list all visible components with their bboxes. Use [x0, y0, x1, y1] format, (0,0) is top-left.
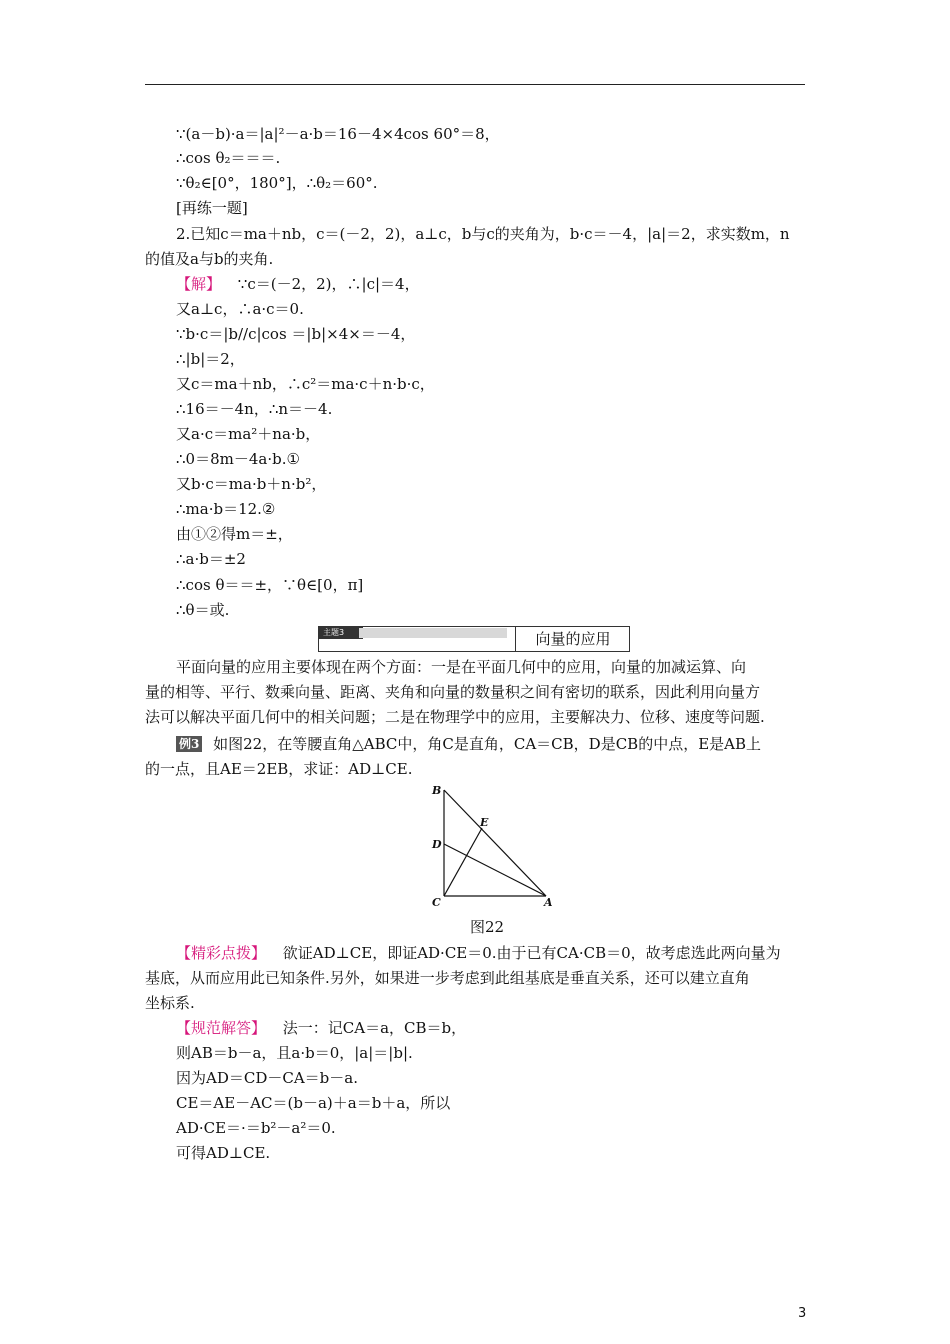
text-line: 又b·c＝ma·b＋n·b²， — [176, 475, 327, 493]
label-b: B — [432, 784, 442, 797]
answer-text: 因为AD＝CD－CA＝b－a. — [176, 1069, 358, 1087]
solution-tag: 【解】 — [176, 275, 222, 293]
text-line: ∵θ₂∈[0°，180°]，∴θ₂＝60°. — [176, 174, 378, 192]
example-badge: 例3 — [176, 736, 202, 752]
text-line: ∵b·c＝|b//c|cos ＝|b|×4×＝－4， — [176, 325, 416, 343]
answer-text: AD·CE＝·＝b²－a²＝0. — [176, 1119, 336, 1137]
header-rule — [145, 84, 805, 85]
hint-tag: 【精彩点拨】 — [176, 944, 267, 962]
section-label: [再练一题] — [176, 199, 248, 217]
hint-text: 坐标系. — [145, 994, 195, 1012]
segment-ad — [444, 844, 546, 896]
answer-tag: 【规范解答】 — [176, 1019, 267, 1037]
paragraph-line: 法可以解决平面几何中的相关问题；二是在物理学中的应用，主要解决力、位移、速度等问题. — [145, 708, 765, 726]
text-line: ∵c＝(－2，2)，∴|c|＝4， — [237, 275, 420, 293]
text-line: ∴θ＝或. — [176, 601, 230, 619]
topic-title: 向量的应用 — [515, 627, 630, 651]
segment-ce — [444, 828, 482, 896]
text-line: ∵(a－b)·a＝|a|²－a·b＝16－4×4cos 60°＝8， — [176, 125, 500, 143]
text-line: 又a·c＝ma²＋na·b， — [176, 425, 321, 443]
side-ab — [444, 790, 546, 896]
hint-line — [176, 943, 781, 963]
text-line: 又a⊥c，∴a·c＝0. — [176, 300, 304, 318]
label-a: A — [544, 896, 553, 909]
topic-badge: 主题3 — [319, 627, 363, 639]
paragraph-line: 量的相等、平行、数乘向量、距离、夹角和向量的数量积之间有密切的联系，因此利用向量方 — [145, 683, 761, 701]
text-line: ∴0＝8m－4a·b.① — [176, 450, 300, 468]
problem-text: 2.已知c＝ma＋nb，c＝(－2，2)，a⊥c，b与c的夹角为，b·c＝－4，|a|＝2，求实数m，n — [176, 225, 790, 243]
hint-text: 基底，从而应用此已知条件.另外，如果进一步考虑到此组基底是垂直关系，还可以建立直角 — [145, 969, 750, 987]
answer-text: CE＝AE－AC＝(b－a)＋a＝b＋a，所以 — [176, 1094, 451, 1112]
text-line: 由①②得m＝±， — [176, 525, 293, 543]
figure-caption: 图22 — [470, 918, 505, 936]
answer-text: 法一：记CA＝a，CB＝b， — [282, 1019, 467, 1037]
solution-line — [176, 274, 420, 294]
topic-banner-fill — [359, 628, 507, 638]
label-c: C — [432, 896, 441, 909]
paragraph-line: 平面向量的应用主要体现在两个方面：一是在平面几何中的应用，向量的加减运算、向 — [176, 658, 747, 676]
hint-text: 欲证AD⊥CE，即证AD·CE＝0.由于已有CA·CB＝0，故考虑选此两向量为 — [282, 944, 781, 962]
text-line: ∴ma·b＝12.② — [176, 500, 276, 518]
text-line: ∴|b|＝2， — [176, 350, 245, 368]
label-d: D — [432, 838, 442, 851]
answer-text: 可得AD⊥CE. — [176, 1144, 271, 1162]
example-text: 如图22，在等腰直角△ABC中，角C是直角，CA＝CB，D是CB的中点，E是AB上 — [213, 735, 761, 753]
topic-banner — [319, 627, 513, 651]
example-text: 的一点，且AE＝2EB，求证：AD⊥CE. — [145, 760, 413, 778]
text-line: 又c＝ma＋nb，∴c²＝ma·c＋n·b·c， — [176, 375, 435, 393]
text-line: ∴16＝－4n，∴n＝－4. — [176, 400, 333, 418]
answer-text: 则AB＝b－a，且a·b＝0，|a|＝|b|. — [176, 1044, 413, 1062]
problem-text: 的值及a与b的夹角. — [145, 250, 274, 268]
text-line: ∴cos θ＝＝±，∵θ∈[0，π] — [176, 576, 364, 594]
text-line: ∴a·b＝±2 — [176, 550, 246, 568]
answer-line — [176, 1018, 466, 1038]
triangle-figure — [428, 782, 558, 910]
text-line: ∴cos θ₂＝＝＝. — [176, 149, 281, 167]
page-number: 3 — [798, 1306, 807, 1321]
label-e: E — [480, 816, 489, 829]
topic-header — [318, 626, 630, 652]
example-line — [176, 734, 761, 754]
